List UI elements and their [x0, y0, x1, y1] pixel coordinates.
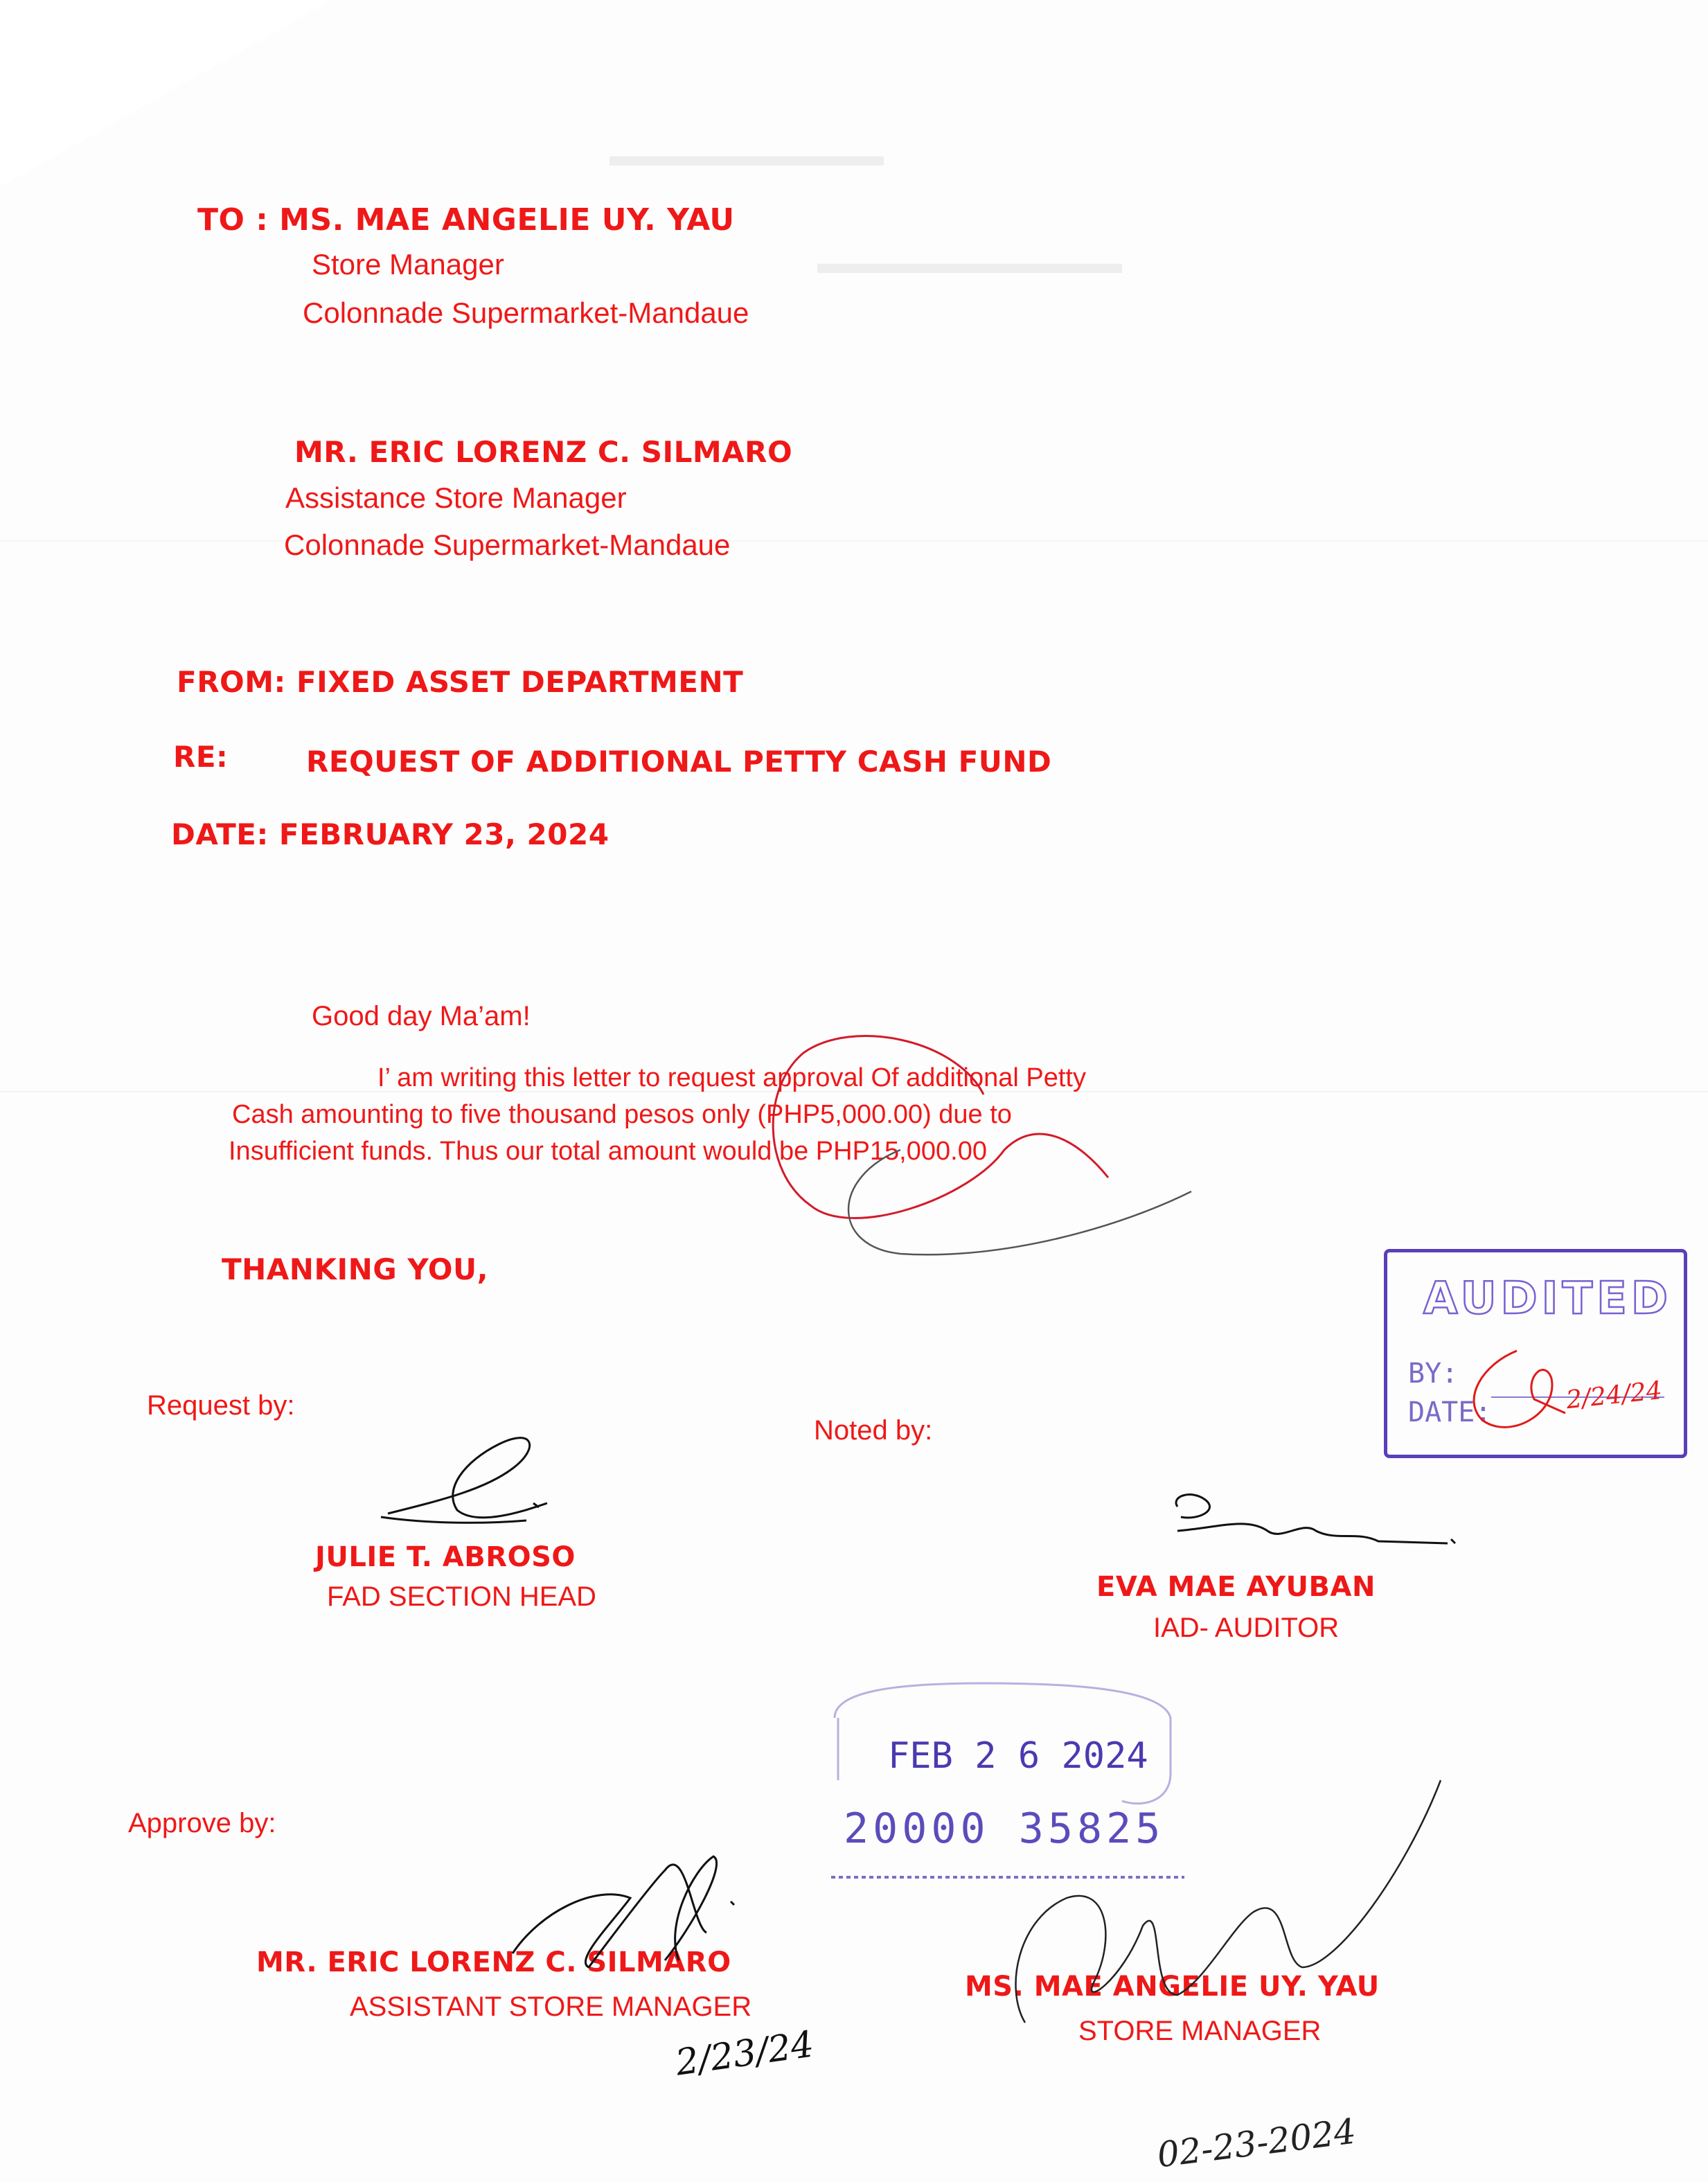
closing: THANKING YOU, — [222, 1252, 489, 1286]
noter-signature — [1176, 1495, 1455, 1543]
from-value: FIXED ASSET DEPARTMENT — [296, 665, 744, 699]
audited-handwritten-date: 2/24/24 — [1565, 1376, 1664, 1415]
audited-date-label: DATE: — [1408, 1396, 1492, 1428]
requester-title: FAD SECTION HEAD — [327, 1581, 596, 1612]
approver-2-name: MS. MAE ANGELIE UY. YAU — [965, 1971, 1380, 2003]
to-line — [197, 202, 735, 238]
requester-signature — [381, 1438, 547, 1523]
noter-title: IAD- AUDITOR — [1153, 1613, 1340, 1643]
body-line-3: Insufficient funds. Thus our total amount would be PHP15,000.00 — [229, 1137, 987, 1166]
body-line-2: Cash amounting to five thousand pesos only (PHP5,000.00) due to — [232, 1100, 1012, 1129]
to-title-secondary: Assistance Store Manager — [285, 481, 627, 514]
date-line — [171, 817, 609, 851]
to-title-primary: Store Manager — [312, 248, 504, 281]
to-name-primary: MS. MAE ANGELIE UY. YAU — [279, 202, 735, 238]
folded-corner — [0, 0, 332, 187]
paper-fold — [0, 540, 1708, 542]
show-through-text: ▬▬▬▬▬▬▬▬▬▬ — [817, 246, 1122, 280]
date-label: DATE: — [171, 817, 269, 851]
approver-1-title: ASSISTANT STORE MANAGER — [350, 1992, 752, 2022]
approver-1-handwritten-date: 2/23/24 — [673, 2023, 817, 2084]
received-date-stamp: FEB 2 6 2024 — [888, 1735, 1148, 1777]
approver-2-handwritten-date: 02-23-2024 — [1155, 2111, 1358, 2176]
audited-by-label: BY: — [1408, 1358, 1459, 1390]
audited-stamp — [1384, 1249, 1687, 1458]
re-label: RE: — [173, 740, 229, 774]
noted-by-label: Noted by: — [814, 1415, 933, 1446]
approve-by-label: Approve by: — [128, 1808, 276, 1838]
from-line — [177, 665, 743, 699]
show-through-text: ▬▬▬▬▬▬▬▬▬ — [610, 139, 884, 172]
to-name-secondary: MR. ERIC LORENZ C. SILMARO — [294, 435, 793, 469]
approver-1-name: MR. ERIC LORENZ C. SILMARO — [256, 1946, 731, 1978]
to-company-primary: Colonnade Supermarket-Mandaue — [303, 296, 749, 329]
to-label: TO : — [197, 202, 269, 238]
date-value: FEBRUARY 23, 2024 — [278, 817, 610, 851]
from-label: FROM: — [177, 665, 286, 699]
requester-name: JULIE T. ABROSO — [315, 1541, 576, 1573]
greeting: Good day Ma’am! — [312, 1001, 531, 1031]
noter-name: EVA MAE AYUBAN — [1096, 1571, 1376, 1603]
re-value: REQUEST OF ADDITIONAL PETTY CASH FUND — [306, 745, 1052, 779]
audited-stamp-title: AUDITED — [1423, 1273, 1672, 1324]
received-number-stamp: 20000 35825 — [844, 1804, 1165, 1853]
body-line-1: I’ am writing this letter to request approval Of additional Petty — [377, 1063, 1086, 1092]
approver-2-title: STORE MANAGER — [1078, 2016, 1322, 2046]
request-by-label: Request by: — [147, 1390, 295, 1421]
to-company-secondary: Colonnade Supermarket-Mandaue — [284, 529, 731, 561]
